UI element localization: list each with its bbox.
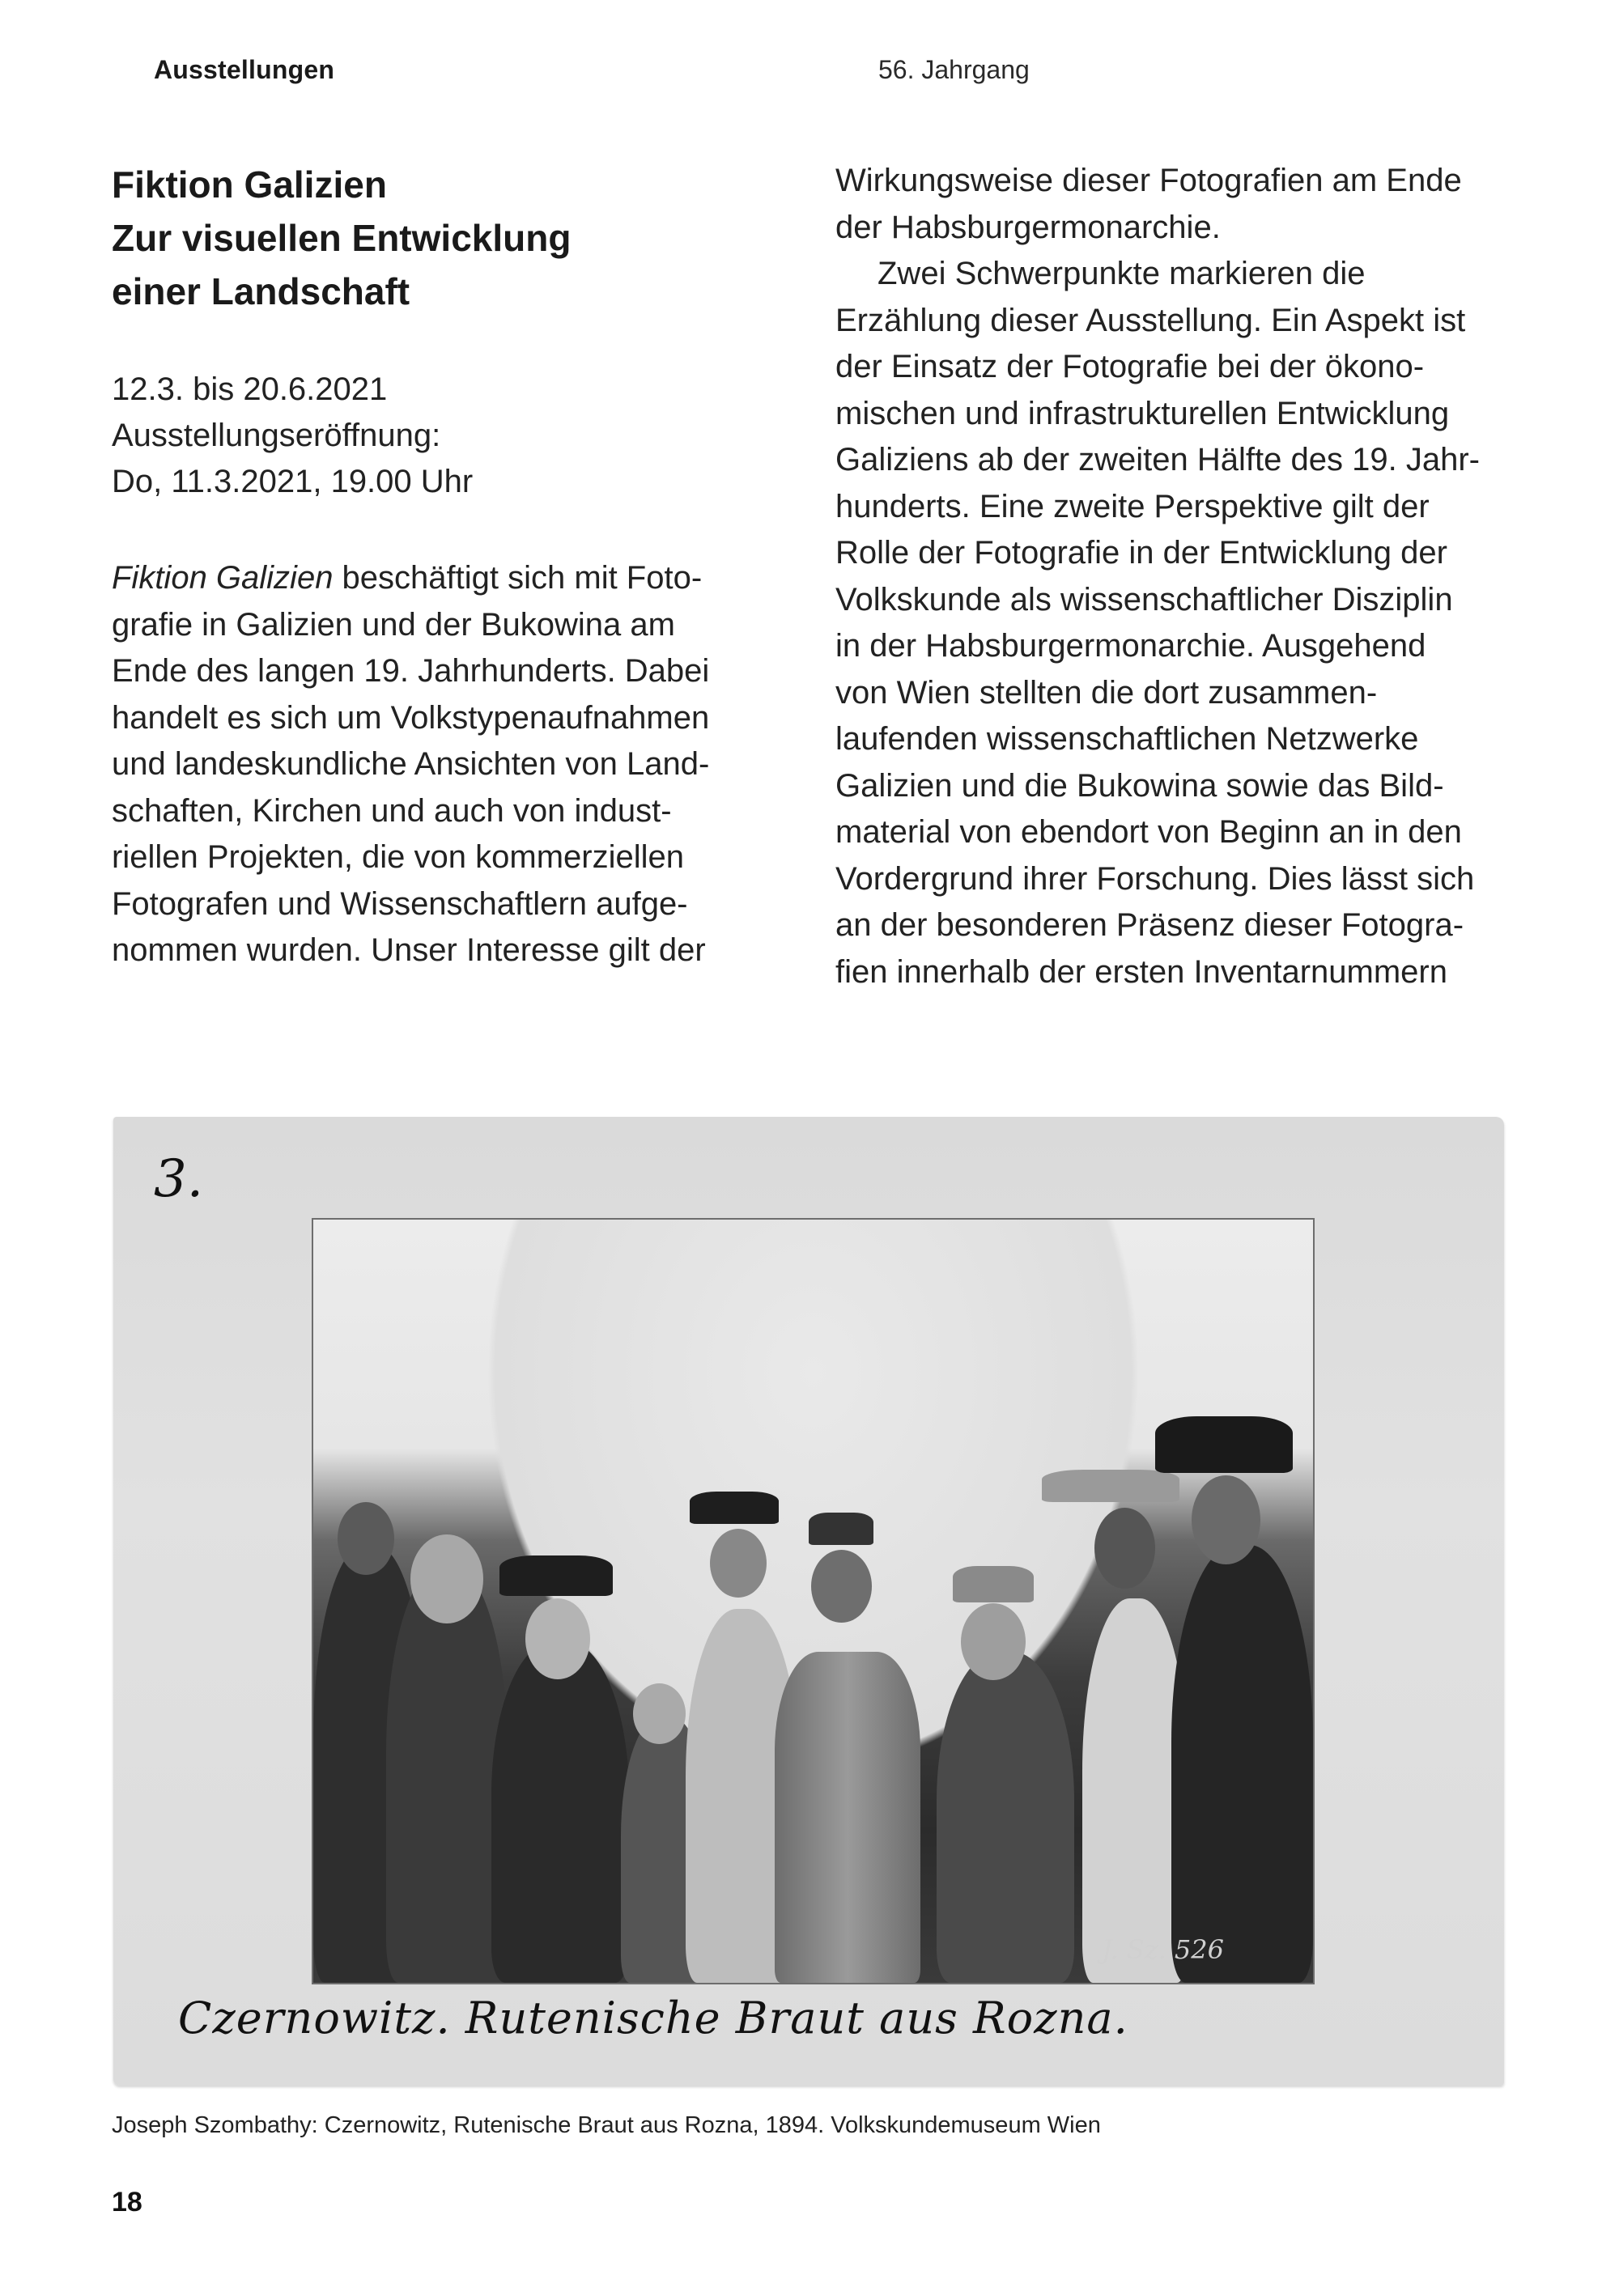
running-head-volume: 56. Jahrgang xyxy=(878,55,1030,84)
person-head xyxy=(1192,1475,1260,1564)
text-line: Volkskunde als wissenschaftlicher Disziplin xyxy=(835,581,1453,618)
text-line: fien innerhalb der ersten Inventarnummern xyxy=(835,953,1447,990)
text-line: hunderts. Eine zweite Perspektive gilt der xyxy=(835,488,1430,524)
text-line: von Wien stellten die dort zusammen- xyxy=(835,674,1378,711)
person-head xyxy=(410,1534,483,1623)
text-line: mischen und infrastrukturellen Entwicklung xyxy=(835,395,1450,431)
title-line: einer Landschaft xyxy=(112,270,410,312)
hat xyxy=(499,1555,613,1596)
historical-photograph xyxy=(312,1218,1315,1984)
text-line: schaften, Kirchen und auch von indust- xyxy=(112,792,672,829)
person-head xyxy=(1094,1508,1155,1589)
body-paragraph-right xyxy=(835,158,1515,995)
opening-datetime: Do, 11.3.2021, 19.00 Uhr xyxy=(112,464,474,499)
text-line: nommen wurden. Unser Interesse gilt der xyxy=(112,932,706,968)
text-line: und landeskundliche Ansichten von Land- xyxy=(112,746,710,782)
text-line: Ende des langen 19. Jahrhunderts. Dabei xyxy=(112,653,710,689)
text-line: der Habsburgermonarchie. xyxy=(835,209,1221,245)
page-number: 18 xyxy=(112,2187,142,2217)
running-head-section: Ausstellungen xyxy=(154,55,335,84)
cap xyxy=(953,1566,1034,1602)
text-line: handelt es sich um Volkstypenaufnahmen xyxy=(112,699,710,736)
text-line: der Einsatz der Fotografie bei der ökono- xyxy=(835,349,1425,384)
right-column xyxy=(835,158,1515,995)
text-line: Erzählung dieser Ausstellung. Ein Aspekt ist xyxy=(835,302,1466,338)
text-line: Fotografen und Wissenschaftlern aufge- xyxy=(112,885,688,922)
text-line: Rolle der Fotografie in der Entwicklung der xyxy=(835,535,1447,571)
person-head xyxy=(961,1603,1026,1680)
text-line: Vordergrund ihrer Forschung. Dies lässt sich xyxy=(835,860,1475,897)
text-line: an der besonderen Präsenz dieser Fotogra- xyxy=(835,907,1464,943)
person-head xyxy=(525,1598,590,1679)
person-figure xyxy=(491,1641,629,1983)
text-line: Wirkungsweise dieser Fotografien am Ende xyxy=(835,163,1462,198)
text-line: in der Habsburgermonarchie. Ausgehend xyxy=(835,628,1426,664)
text-line: laufenden wissenschaftlichen Netzwerke xyxy=(835,721,1419,757)
photo-mount-card xyxy=(113,1117,1504,2086)
person-head xyxy=(811,1550,872,1623)
person-figure xyxy=(386,1566,508,1983)
crowd-silhouettes xyxy=(313,1449,1313,1983)
text-line: material von ebendort von Beginn an in den xyxy=(835,814,1462,850)
text-line: riellen Projekten, die von kommerziellen xyxy=(112,839,684,875)
bride-dress xyxy=(775,1652,920,1983)
person-head xyxy=(633,1683,686,1744)
person-figure xyxy=(1171,1545,1313,1983)
hat xyxy=(1042,1470,1179,1502)
opening-label: Ausstellungseröffnung: xyxy=(112,418,441,453)
text-line: Fiktion Galizien beschäftigt sich mit Foto- xyxy=(112,560,703,596)
text-line: Galizien und die Bukowina sowie das Bild- xyxy=(835,767,1444,804)
handwritten-caption: Czernowitz. Rutenische Braut aus Rozna. xyxy=(178,1993,1128,2043)
person-head xyxy=(710,1529,767,1598)
hat xyxy=(1155,1416,1293,1473)
left-column xyxy=(112,158,792,974)
figure-caption: Joseph Szombathy: Czernowitz, Rutenische Braut aus Rozna, 1894. Volkskundemuseum Wien xyxy=(112,2112,1101,2138)
hat xyxy=(690,1492,779,1524)
exhibition-dates xyxy=(112,367,792,505)
person-figure xyxy=(937,1652,1074,1983)
date-range: 12.3. bis 20.6.2021 xyxy=(112,371,388,407)
person-head xyxy=(338,1502,394,1575)
article-title xyxy=(112,158,792,318)
title-line: Zur visuellen Entwicklung xyxy=(112,217,572,259)
body-paragraph-left xyxy=(112,555,792,974)
text-line: Galiziens ab der zweiten Hälfte des 19. Jahr- xyxy=(835,442,1480,477)
text-line: grafie in Galizien und der Bukowina am xyxy=(112,606,675,643)
italic-title-reference: Fiktion Galizien xyxy=(112,560,334,596)
bride-headdress xyxy=(809,1513,873,1545)
text-line: Zwei Schwerpunkte markieren die xyxy=(877,256,1366,291)
plate-number: 3. xyxy=(154,1149,204,1209)
inventory-mark: J. Sz. 526 xyxy=(1102,1934,1224,1965)
title-line: Fiktion Galizien xyxy=(112,163,387,206)
